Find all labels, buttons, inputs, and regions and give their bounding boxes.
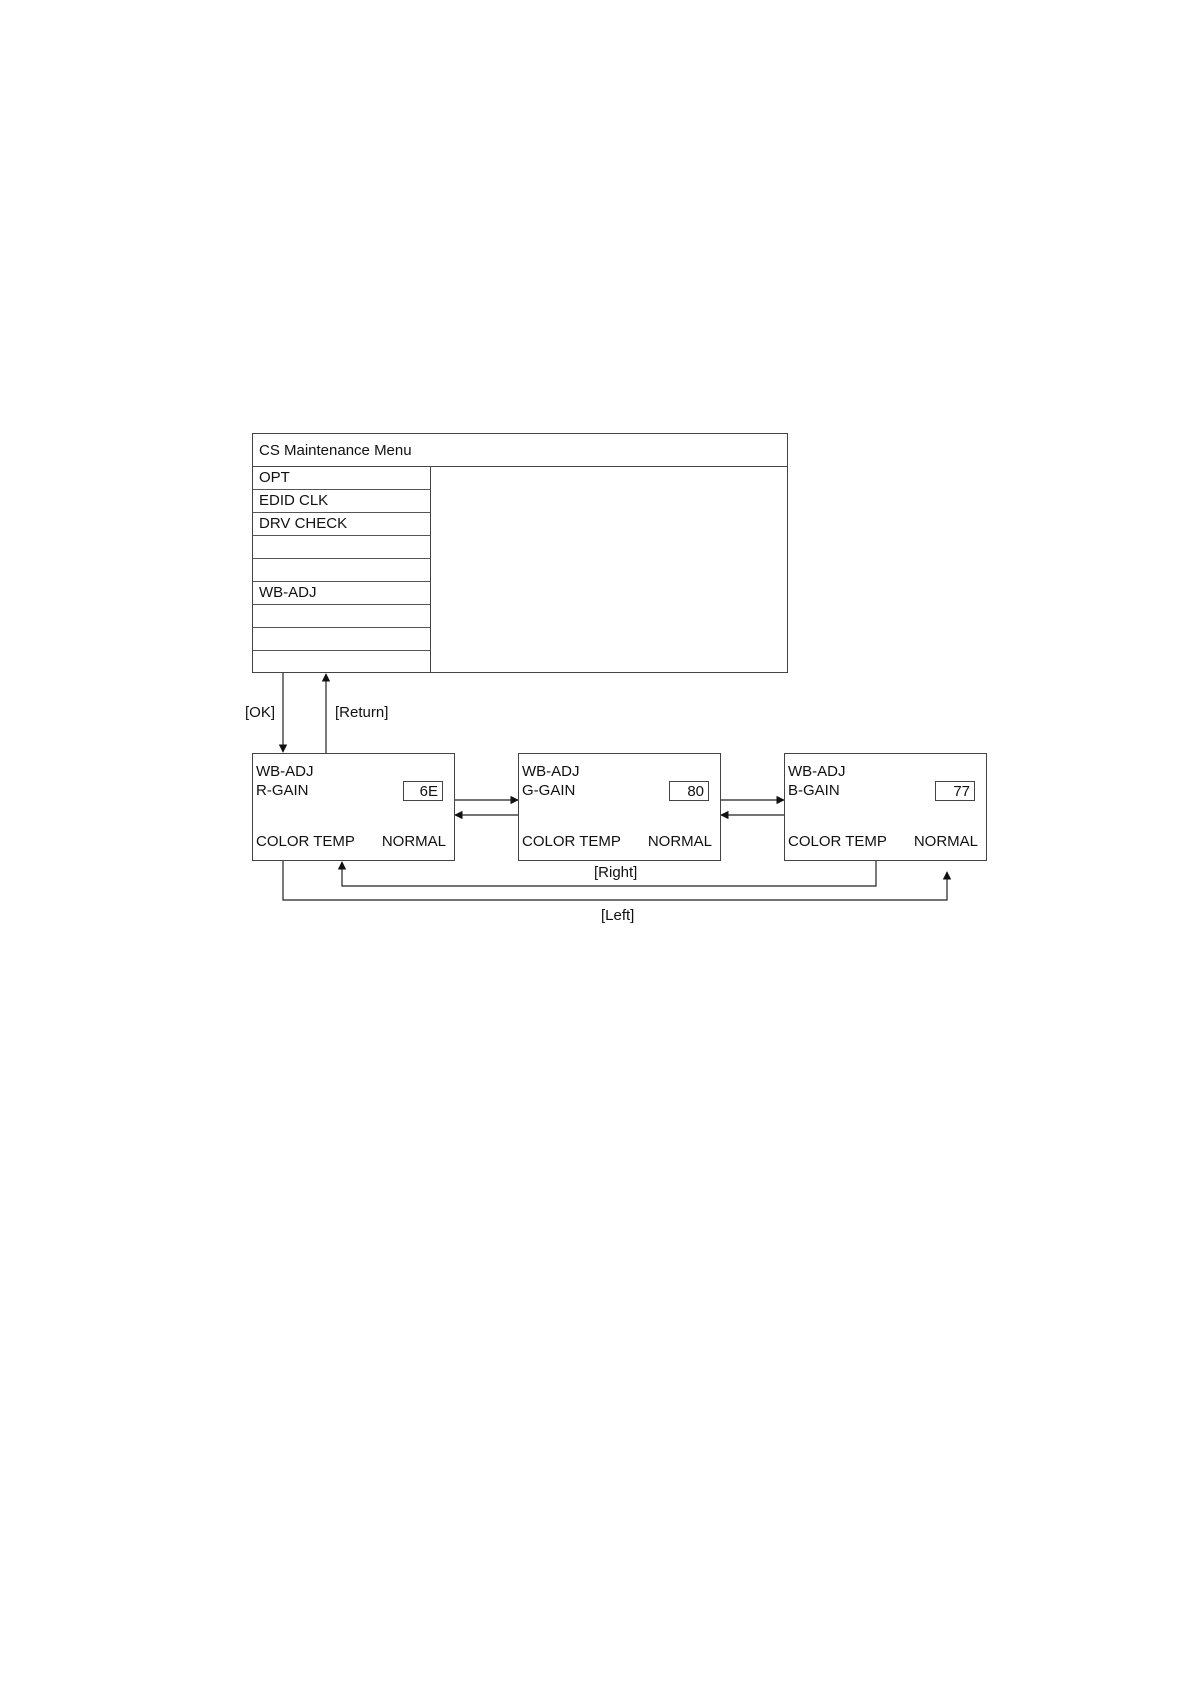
gain-value[interactable]: 80: [669, 781, 709, 801]
gain-label: B-GAIN: [788, 782, 840, 799]
gain-value[interactable]: 77: [935, 781, 975, 801]
left-label: [Left]: [601, 907, 635, 924]
menu-item-blank[interactable]: [253, 536, 430, 559]
color-temp-value: NORMAL: [381, 833, 446, 850]
menu-item-blank[interactable]: [253, 651, 430, 674]
panel-title: WB-ADJ: [522, 763, 580, 780]
color-temp-value: NORMAL: [647, 833, 712, 850]
b-gain-panel: [784, 753, 987, 861]
color-temp-label: COLOR TEMP: [522, 833, 621, 850]
menu-item-blank[interactable]: [253, 628, 430, 651]
menu-item-blank[interactable]: [253, 605, 430, 628]
panel-title: WB-ADJ: [788, 763, 846, 780]
gain-label: G-GAIN: [522, 782, 576, 799]
menu-item-opt[interactable]: OPT: [253, 467, 430, 490]
menu-item-edid-clk[interactable]: EDID CLK: [253, 490, 430, 513]
menu-list: [253, 467, 431, 673]
color-temp-label: COLOR TEMP: [256, 833, 355, 850]
right-label: [Right]: [594, 864, 638, 881]
panel-title: WB-ADJ: [256, 763, 314, 780]
g-gain-panel: [518, 753, 721, 861]
return-label: [Return]: [335, 704, 389, 721]
cs-maintenance-menu: [252, 433, 788, 673]
menu-item-drv-check[interactable]: DRV CHECK: [253, 513, 430, 536]
menu-item-blank[interactable]: [253, 559, 430, 582]
menu-title: CS Maintenance Menu: [253, 434, 787, 467]
ok-label: [OK]: [245, 704, 276, 721]
color-temp-value: NORMAL: [913, 833, 978, 850]
menu-item-wb-adj[interactable]: WB-ADJ: [253, 582, 430, 605]
gain-value[interactable]: 6E: [403, 781, 443, 801]
color-temp-label: COLOR TEMP: [788, 833, 887, 850]
gain-label: R-GAIN: [256, 782, 309, 799]
r-gain-panel: [252, 753, 455, 861]
